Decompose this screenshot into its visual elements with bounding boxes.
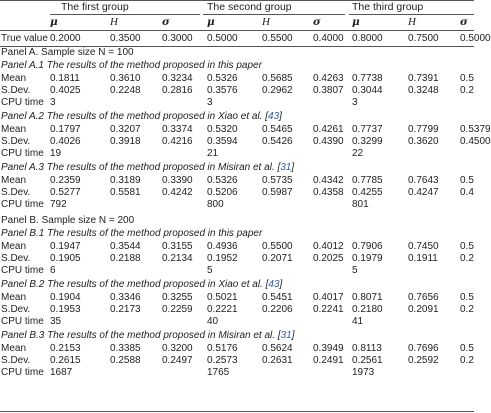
sdev-cell: 0.2 <box>460 355 474 366</box>
cpu-time-cell: 5 <box>207 265 213 276</box>
mean-cell: 0.3610 <box>110 73 141 84</box>
mean-cell: 0.5021 <box>207 292 238 303</box>
mean-cell: 0.3544 <box>110 241 141 252</box>
row-label-cpu: CPU time <box>1 148 44 159</box>
sdev-cell: 0.2091 <box>408 304 439 315</box>
true-value-cell: 0.5000 <box>207 33 238 44</box>
mean-cell: 0.3255 <box>162 292 193 303</box>
mean-cell: 0.3234 <box>162 73 193 84</box>
sdev-cell: 0.2188 <box>110 253 141 264</box>
sdev-cell: 0.4216 <box>162 136 193 147</box>
sdev-cell: 0.3620 <box>408 136 439 147</box>
sdev-cell: 0.3299 <box>352 136 383 147</box>
group-header-3: The third group <box>352 1 424 13</box>
row-label-sdev: S.Dev. <box>1 355 31 366</box>
cpu-time-cell: 41 <box>352 316 364 327</box>
sdev-cell: 0.2025 <box>313 253 344 264</box>
cpu-time-cell: 801 <box>352 199 369 210</box>
sdev-cell: 0.2241 <box>313 304 344 315</box>
sdev-cell: 0.2816 <box>162 85 193 96</box>
mean-cell: 0.3949 <box>313 343 344 354</box>
sdev-cell: 0.2 <box>460 304 474 315</box>
row-label-mean: Mean <box>1 292 27 303</box>
subpanel-title-suffix: ] <box>291 330 295 341</box>
cpu-time-cell: 792 <box>50 199 67 210</box>
sdev-cell: 0.4 <box>460 187 474 198</box>
sdev-cell: 0.2592 <box>408 355 439 366</box>
mean-cell: 0.3385 <box>110 343 141 354</box>
row-label-sdev: S.Dev. <box>1 85 31 96</box>
mean-cell: 0.4017 <box>313 292 344 303</box>
sdev-cell: 0.5426 <box>262 136 293 147</box>
row-label-sdev: S.Dev. <box>1 253 31 264</box>
group-header-2: The second group <box>207 1 292 13</box>
sdev-cell: 0.2173 <box>110 304 141 315</box>
mean-cell: 0.8071 <box>352 292 383 303</box>
sdev-cell: 0.1979 <box>352 253 383 264</box>
group-underline-3 <box>349 14 474 15</box>
sdev-cell: 0.1952 <box>207 253 238 264</box>
mean-cell: 0.5465 <box>262 124 293 135</box>
sdev-cell: 0.2071 <box>262 253 293 264</box>
param-header: μ <box>50 16 58 28</box>
row-label-cpu: CPU time <box>1 199 44 210</box>
mean-cell: 0.5326 <box>207 175 238 186</box>
mean-cell: 0.5 <box>460 343 474 354</box>
sdev-cell: 0.3044 <box>352 85 383 96</box>
mean-cell: 0.5 <box>460 175 474 186</box>
mean-cell: 0.3346 <box>110 292 141 303</box>
cpu-time-cell: 3 <box>207 97 213 108</box>
param-header: μ <box>207 16 215 28</box>
cpu-time-cell: 5 <box>352 265 358 276</box>
mean-cell: 0.5 <box>460 241 474 252</box>
mean-cell: 0.7656 <box>408 292 439 303</box>
mean-cell: 0.5624 <box>262 343 293 354</box>
true-value-cell: 0.4000 <box>313 33 344 44</box>
sdev-cell: 0.2221 <box>207 304 238 315</box>
subpanel-title <box>1 279 282 291</box>
sdev-cell: 0.2259 <box>162 304 193 315</box>
sdev-cell: 0.2497 <box>162 355 193 366</box>
subpanel-title-suffix: ] <box>279 111 282 122</box>
mean-cell: 0.7799 <box>408 124 439 135</box>
sdev-cell: 0.4026 <box>50 136 81 147</box>
sdev-cell: 0.3594 <box>207 136 238 147</box>
mean-cell: 0.2359 <box>50 175 81 186</box>
row-label-mean: Mean <box>1 175 27 186</box>
cpu-time-cell: 19 <box>50 148 62 159</box>
subpanel-title-suffix: ] <box>279 279 283 290</box>
row-label-cpu: CPU time <box>1 316 44 327</box>
mean-cell: 0.5685 <box>262 73 293 84</box>
citation-link[interactable]: 43 <box>268 279 280 290</box>
sdev-cell: 0.2631 <box>262 355 293 366</box>
cpu-time-cell: 6 <box>50 265 56 276</box>
row-label-mean: Mean <box>1 241 27 252</box>
mean-cell: 0.4261 <box>313 124 344 135</box>
subpanel-title <box>1 330 295 342</box>
true-value-cell: 0.5000 <box>460 33 491 44</box>
mean-cell: 0.1811 <box>50 73 80 84</box>
sdev-cell: 0.2 <box>460 253 474 264</box>
cpu-time-cell: 21 <box>207 148 219 159</box>
sdev-cell: 0.4247 <box>408 187 439 198</box>
subpanel-title <box>1 111 282 123</box>
sdev-cell: 0.4025 <box>50 85 81 96</box>
param-header: H <box>110 16 118 28</box>
sdev-cell: 0.5987 <box>262 187 293 198</box>
mean-cell: 0.7391 <box>408 73 439 84</box>
subpanel-title-text: Panel A.1 The results of the method proposed in this paper <box>1 60 262 71</box>
mean-cell: 0.1904 <box>50 292 81 303</box>
cpu-time-cell: 800 <box>207 199 224 210</box>
row-label-mean: Mean <box>1 124 27 135</box>
cpu-time-cell: 35 <box>50 316 62 327</box>
sdev-cell: 0.3576 <box>207 85 238 96</box>
group-underline-1 <box>50 14 200 15</box>
mean-cell: 0.3200 <box>162 343 193 354</box>
sdev-cell: 0.4358 <box>313 187 344 198</box>
mean-cell: 0.1947 <box>50 241 81 252</box>
mean-cell: 0.3189 <box>110 175 141 186</box>
mean-cell: 0.7906 <box>352 241 383 252</box>
param-header: σ <box>460 16 468 28</box>
mean-cell: 0.7643 <box>408 175 439 186</box>
sdev-cell: 0.5581 <box>110 187 141 198</box>
subpanel-title-text: Panel B.2 The results of the method proposed in Xiao et al. [ <box>1 279 269 290</box>
true-value-cell: 0.3000 <box>162 33 193 44</box>
mean-cell: 0.3374 <box>162 124 193 135</box>
sdev-cell: 0.2561 <box>352 355 383 366</box>
subpanel-title <box>1 60 262 72</box>
sdev-cell: 0.3807 <box>313 85 344 96</box>
mean-cell: 0.5326 <box>207 73 238 84</box>
mean-cell: 0.5379 <box>460 124 491 135</box>
mean-cell: 0.5176 <box>207 343 238 354</box>
mean-cell: 0.5320 <box>207 124 238 135</box>
mean-cell: 0.4012 <box>313 241 344 252</box>
sdev-cell: 0.2962 <box>262 85 293 96</box>
sdev-cell: 0.4390 <box>313 136 344 147</box>
row-label-cpu: CPU time <box>1 97 44 108</box>
cpu-time-cell: 1765 <box>207 367 230 378</box>
sdev-cell: 0.2248 <box>110 85 141 96</box>
cpu-time-cell: 1687 <box>50 367 73 378</box>
mean-cell: 0.1797 <box>50 124 81 135</box>
sdev-cell: 0.2615 <box>50 355 81 366</box>
row-label-mean: Mean <box>1 343 27 354</box>
true-value-label: True value <box>1 33 48 44</box>
subpanel-title-text: Panel A.2 The results of the method proposed in Xiao et al. [ <box>1 111 269 122</box>
cpu-time-cell: 22 <box>352 148 364 159</box>
mean-cell: 0.7450 <box>408 241 439 252</box>
sdev-cell: 0.3918 <box>110 136 141 147</box>
citation-link[interactable]: 31 <box>280 330 292 341</box>
mean-cell: 0.5735 <box>262 175 293 186</box>
group-header-1: The first group <box>61 1 129 13</box>
true-value-cell: 0.2000 <box>50 33 81 44</box>
subpanel-title-text: Panel B.3 The results of the method proposed in Misiran et al. [ <box>1 330 281 341</box>
sdev-cell: 0.5206 <box>207 187 238 198</box>
cpu-time-cell: 3 <box>50 97 56 108</box>
sdev-cell: 0.2206 <box>262 304 293 315</box>
mean-cell: 0.7785 <box>352 175 383 186</box>
param-header: H <box>262 16 270 28</box>
sdev-cell: 0.2573 <box>207 355 238 366</box>
subpanel-title-suffix: ] <box>291 162 295 173</box>
row-label-mean: Mean <box>1 73 27 84</box>
mean-cell: 0.7696 <box>408 343 439 354</box>
sdev-cell: 0.2180 <box>352 304 383 315</box>
group-underline-2 <box>203 14 345 15</box>
param-header: μ <box>352 16 360 28</box>
mean-cell: 0.5451 <box>262 292 293 303</box>
sdev-cell: 0.1911 <box>408 253 438 264</box>
header-bottom-rule <box>0 30 474 31</box>
true-value-cell: 0.7500 <box>408 33 439 44</box>
sdev-cell: 0.1905 <box>50 253 81 264</box>
mean-cell: 0.4936 <box>207 241 238 252</box>
mean-cell: 0.5500 <box>262 241 293 252</box>
row-label-cpu: CPU time <box>1 367 44 378</box>
cpu-time-cell: 3 <box>352 97 358 108</box>
param-header: H <box>408 16 416 28</box>
sdev-cell: 0.4255 <box>352 187 383 198</box>
sdev-cell: 0.4500 <box>460 136 491 147</box>
param-header: σ <box>162 16 170 28</box>
true-value-cell: 0.5500 <box>262 33 293 44</box>
mean-cell: 0.3155 <box>162 241 193 252</box>
table-bottom-rule <box>0 411 474 412</box>
sdev-cell: 0.2134 <box>162 253 193 264</box>
panel-title: Panel A. Sample size N = 100 <box>1 47 134 58</box>
subpanel-title-text: Panel A.3 The results of the method proposed in Misiran et al. [ <box>1 162 281 173</box>
cpu-time-cell: 40 <box>207 316 219 327</box>
sdev-cell: 0.5277 <box>50 187 81 198</box>
mean-cell: 0.3207 <box>110 124 141 135</box>
row-label-sdev: S.Dev. <box>1 304 31 315</box>
row-label-sdev: S.Dev. <box>1 136 31 147</box>
mean-cell: 0.2153 <box>50 343 81 354</box>
mean-cell: 0.5 <box>460 292 474 303</box>
mean-cell: 0.5 <box>460 73 474 84</box>
citation-link[interactable]: 31 <box>280 162 292 173</box>
sdev-cell: 0.2 <box>460 85 474 96</box>
citation-link[interactable]: 43 <box>268 111 280 122</box>
subpanel-title <box>1 162 294 174</box>
cpu-time-cell: 1973 <box>352 367 375 378</box>
panel-title: Panel B. Sample size N = 200 <box>1 215 135 226</box>
mean-cell: 0.7738 <box>352 73 383 84</box>
sdev-cell: 0.1953 <box>50 304 81 315</box>
row-label-sdev: S.Dev. <box>1 187 31 198</box>
subpanel-title <box>1 228 262 240</box>
mean-cell: 0.4263 <box>313 73 344 84</box>
sdev-cell: 0.2491 <box>313 355 344 366</box>
row-label-cpu: CPU time <box>1 265 44 276</box>
param-header: σ <box>313 16 321 28</box>
sdev-cell: 0.3248 <box>408 85 439 96</box>
mean-cell: 0.8113 <box>352 343 382 354</box>
mean-cell: 0.4342 <box>313 175 344 186</box>
true-value-cell: 0.8000 <box>352 33 383 44</box>
sdev-cell: 0.4242 <box>162 187 193 198</box>
mean-cell: 0.3390 <box>162 175 193 186</box>
sdev-cell: 0.2588 <box>110 355 141 366</box>
true-value-cell: 0.3500 <box>110 33 141 44</box>
subpanel-title-text: Panel B.1 The results of the method proposed in this paper <box>1 228 263 239</box>
mean-cell: 0.7737 <box>352 124 383 135</box>
